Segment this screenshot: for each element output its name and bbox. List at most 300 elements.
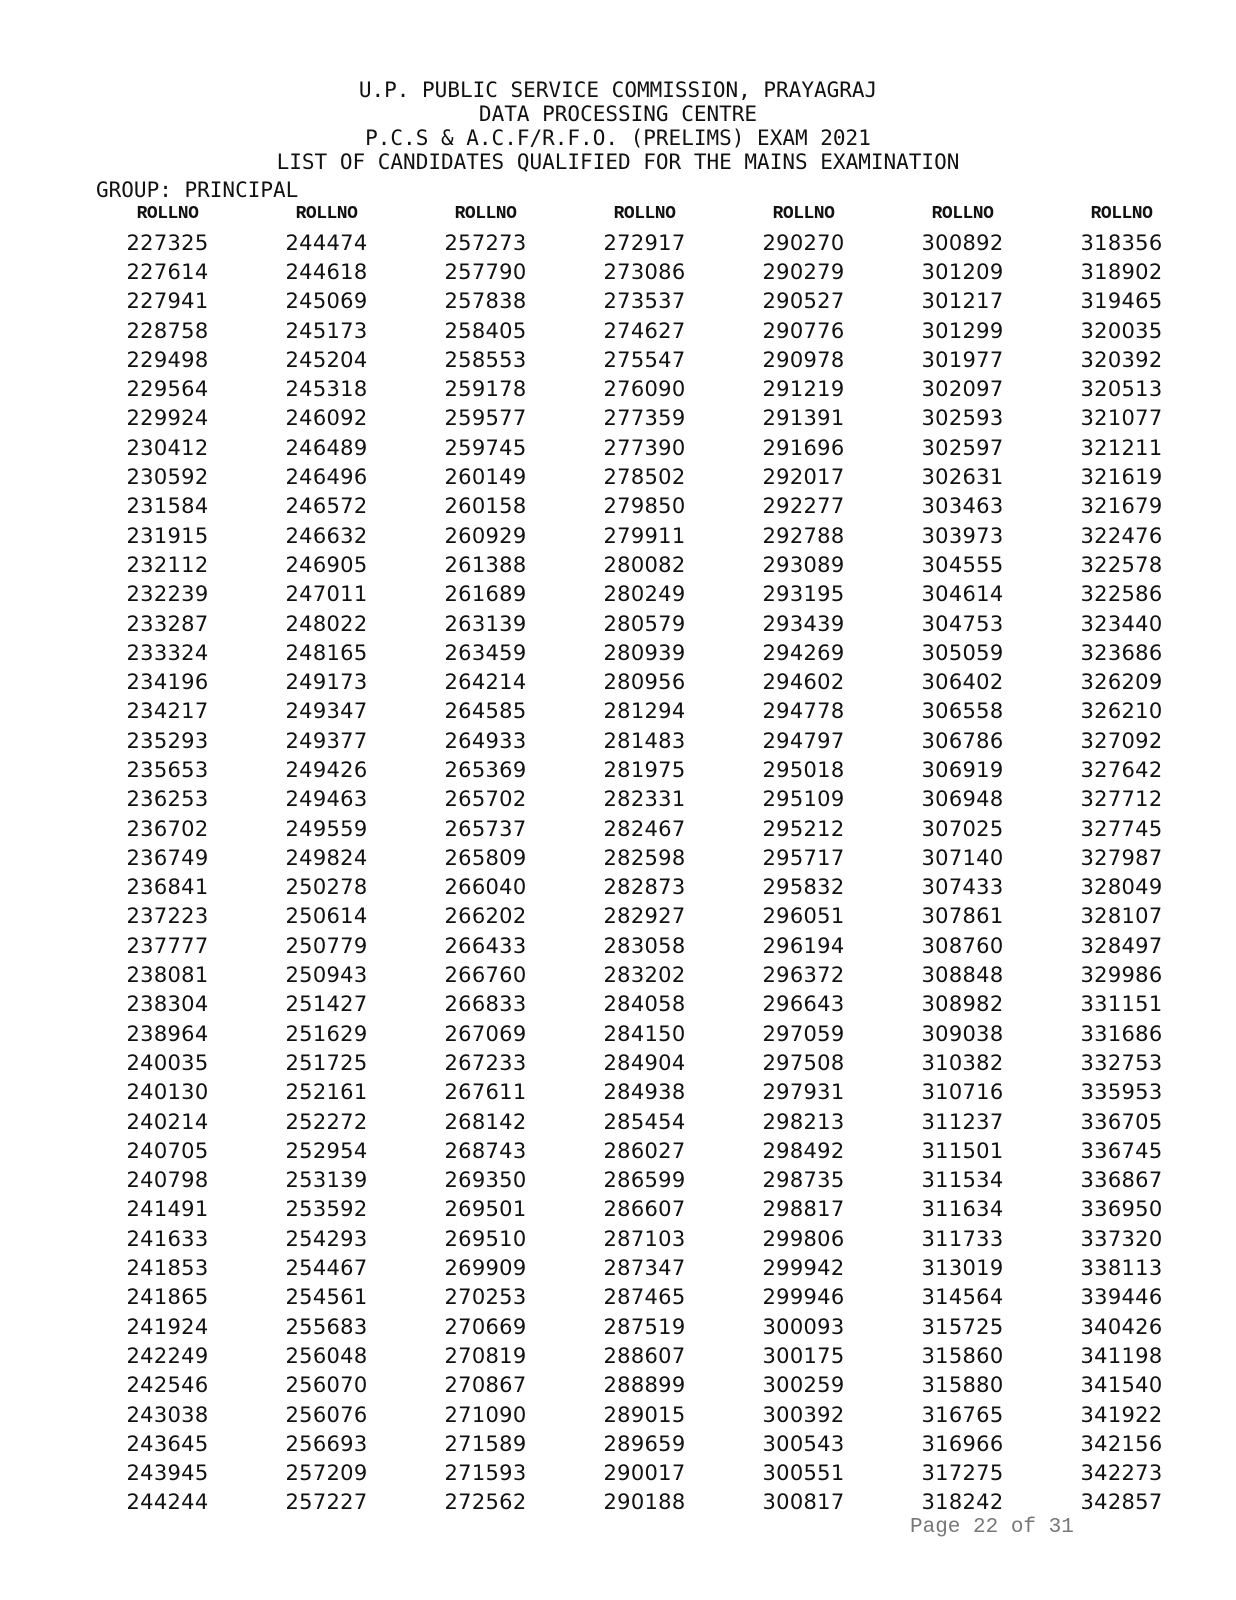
roll-number-cell: 269909 [444, 1256, 527, 1281]
roll-number-cell: 244244 [126, 1490, 209, 1515]
roll-number-cell: 237777 [126, 933, 209, 958]
roll-number-cell: 291696 [762, 435, 845, 460]
commission-title: U.P. PUBLIC SERVICE COMMISSION, PRAYAGRAJ [358, 78, 878, 102]
roll-number-cell: 307433 [921, 875, 1004, 900]
roll-number-cell: 245069 [285, 289, 368, 314]
roll-number-cell: 275547 [603, 347, 686, 372]
table-row [88, 1107, 1201, 1136]
roll-number-cell: 304753 [921, 611, 1004, 636]
table-row [88, 316, 1201, 345]
roll-number-cell: 281294 [603, 699, 686, 724]
roll-number-cell: 295018 [762, 757, 845, 782]
roll-number-cell: 305059 [921, 640, 1004, 665]
roll-number-cell: 301217 [921, 289, 1004, 314]
roll-number-cell: 282467 [603, 816, 686, 841]
roll-number-cell: 261388 [444, 552, 527, 577]
roll-number-cell: 234196 [126, 670, 209, 695]
roll-number-cell: 246905 [285, 552, 368, 577]
roll-number-table [88, 200, 1201, 1517]
roll-number-cell: 264214 [444, 670, 527, 695]
roll-number-cell: 304614 [921, 582, 1004, 607]
roll-number-cell: 259178 [444, 377, 527, 402]
roll-number-cell: 332753 [1080, 1050, 1163, 1075]
roll-number-cell: 322476 [1080, 523, 1163, 548]
roll-number-cell: 327712 [1080, 787, 1163, 812]
roll-number-cell: 236749 [126, 845, 209, 870]
roll-number-cell: 281483 [603, 728, 686, 753]
roll-number-cell: 256070 [285, 1373, 368, 1398]
table-row [88, 1019, 1201, 1048]
roll-number-cell: 282873 [603, 875, 686, 900]
roll-number-cell: 294797 [762, 728, 845, 753]
table-row [88, 1312, 1201, 1341]
roll-number-cell: 297508 [762, 1050, 845, 1075]
roll-number-cell: 277359 [603, 406, 686, 431]
roll-number-cell: 243645 [126, 1431, 209, 1456]
roll-number-cell: 249173 [285, 670, 368, 695]
roll-number-cell: 321619 [1080, 465, 1163, 490]
roll-number-cell: 290188 [603, 1490, 686, 1515]
roll-number-cell: 328497 [1080, 933, 1163, 958]
roll-number-cell: 289015 [603, 1402, 686, 1427]
roll-number-cell: 300093 [762, 1314, 845, 1339]
roll-number-cell: 232239 [126, 582, 209, 607]
roll-number-cell: 245318 [285, 377, 368, 402]
roll-number-cell: 247011 [285, 582, 368, 607]
roll-number-cell: 240705 [126, 1138, 209, 1163]
roll-number-cell: 240214 [126, 1109, 209, 1134]
roll-number-cell: 311733 [921, 1226, 1004, 1251]
roll-number-cell: 229564 [126, 377, 209, 402]
roll-number-cell: 294778 [762, 699, 845, 724]
roll-number-cell: 291219 [762, 377, 845, 402]
roll-number-cell: 264585 [444, 699, 527, 724]
roll-number-cell: 300175 [762, 1343, 845, 1368]
roll-number-cell: 299946 [762, 1285, 845, 1310]
roll-number-cell: 290776 [762, 318, 845, 343]
roll-number-cell: 270819 [444, 1343, 527, 1368]
table-row [88, 1253, 1201, 1282]
roll-number-cell: 254561 [285, 1285, 368, 1310]
roll-number-cell: 342857 [1080, 1490, 1163, 1515]
roll-number-cell: 281975 [603, 757, 686, 782]
roll-number-cell: 248165 [285, 640, 368, 665]
roll-number-cell: 294602 [762, 670, 845, 695]
roll-number-cell: 260149 [444, 465, 527, 490]
roll-number-cell: 323686 [1080, 640, 1163, 665]
roll-number-cell: 265737 [444, 816, 527, 841]
roll-number-cell: 337320 [1080, 1226, 1163, 1251]
roll-number-cell: 280082 [603, 552, 686, 577]
roll-number-cell: 240798 [126, 1168, 209, 1193]
roll-number-cell: 231584 [126, 494, 209, 519]
table-row [88, 843, 1201, 872]
roll-number-cell: 291391 [762, 406, 845, 431]
roll-number-cell: 292017 [762, 465, 845, 490]
roll-number-cell: 258553 [444, 347, 527, 372]
roll-number-cell: 230412 [126, 435, 209, 460]
roll-number-cell: 296643 [762, 992, 845, 1017]
column-header: ROLLNO [1090, 204, 1153, 224]
roll-number-cell: 308982 [921, 992, 1004, 1017]
roll-number-cell: 295212 [762, 816, 845, 841]
roll-number-cell: 252954 [285, 1138, 368, 1163]
roll-number-cell: 288899 [603, 1373, 686, 1398]
column-header: ROLLNO [136, 204, 199, 224]
roll-number-cell: 322586 [1080, 582, 1163, 607]
roll-number-cell: 245204 [285, 347, 368, 372]
roll-number-cell: 340426 [1080, 1314, 1163, 1339]
roll-number-cell: 266040 [444, 875, 527, 900]
roll-number-cell: 292277 [762, 494, 845, 519]
roll-number-cell: 260158 [444, 494, 527, 519]
roll-number-cell: 266833 [444, 992, 527, 1017]
roll-number-cell: 267233 [444, 1050, 527, 1075]
table-row [88, 433, 1201, 462]
roll-number-cell: 250278 [285, 875, 368, 900]
roll-number-cell: 279850 [603, 494, 686, 519]
roll-number-cell: 257790 [444, 259, 527, 284]
roll-number-cell: 303973 [921, 523, 1004, 548]
roll-number-cell: 269501 [444, 1197, 527, 1222]
roll-number-cell: 331686 [1080, 1021, 1163, 1046]
roll-number-cell: 320035 [1080, 318, 1163, 343]
roll-number-cell: 308848 [921, 963, 1004, 988]
roll-number-cell: 282598 [603, 845, 686, 870]
roll-number-cell: 256076 [285, 1402, 368, 1427]
roll-number-cell: 238964 [126, 1021, 209, 1046]
roll-number-cell: 272917 [603, 230, 686, 255]
roll-number-cell: 269350 [444, 1168, 527, 1193]
roll-number-cell: 341540 [1080, 1373, 1163, 1398]
roll-number-cell: 236841 [126, 875, 209, 900]
roll-number-cell: 253592 [285, 1197, 368, 1222]
roll-number-cell: 299942 [762, 1256, 845, 1281]
roll-number-cell: 238081 [126, 963, 209, 988]
table-row [88, 726, 1201, 755]
table-row [88, 1400, 1201, 1429]
roll-number-cell: 287103 [603, 1226, 686, 1251]
roll-number-cell: 249824 [285, 845, 368, 870]
roll-number-cell: 289659 [603, 1431, 686, 1456]
roll-number-cell: 271589 [444, 1431, 527, 1456]
roll-number-cell: 300892 [921, 230, 1004, 255]
roll-number-cell: 320392 [1080, 347, 1163, 372]
table-row [88, 1195, 1201, 1224]
table-row [88, 404, 1201, 433]
roll-number-cell: 260929 [444, 523, 527, 548]
roll-number-cell: 237223 [126, 904, 209, 929]
roll-number-cell: 295832 [762, 875, 845, 900]
roll-number-cell: 300259 [762, 1373, 845, 1398]
roll-number-cell: 273086 [603, 259, 686, 284]
table-row [88, 902, 1201, 931]
roll-number-cell: 251725 [285, 1050, 368, 1075]
roll-number-cell: 231915 [126, 523, 209, 548]
roll-number-cell: 240035 [126, 1050, 209, 1075]
column-header: ROLLNO [613, 204, 676, 224]
roll-number-cell: 236702 [126, 816, 209, 841]
table-row [88, 609, 1201, 638]
roll-number-cell: 243038 [126, 1402, 209, 1427]
roll-number-cell: 290279 [762, 259, 845, 284]
roll-number-cell: 306558 [921, 699, 1004, 724]
column-header: ROLLNO [295, 204, 358, 224]
roll-number-cell: 235653 [126, 757, 209, 782]
roll-number-cell: 252272 [285, 1109, 368, 1134]
roll-number-cell: 327987 [1080, 845, 1163, 870]
roll-number-cell: 304555 [921, 552, 1004, 577]
roll-number-cell: 257209 [285, 1461, 368, 1486]
roll-number-cell: 317275 [921, 1461, 1004, 1486]
roll-number-cell: 241491 [126, 1197, 209, 1222]
roll-number-cell: 264933 [444, 728, 527, 753]
roll-number-cell: 241924 [126, 1314, 209, 1339]
roll-number-cell: 331151 [1080, 992, 1163, 1017]
roll-number-cell: 282331 [603, 787, 686, 812]
roll-number-cell: 302631 [921, 465, 1004, 490]
roll-number-cell: 341922 [1080, 1402, 1163, 1427]
roll-number-cell: 270253 [444, 1285, 527, 1310]
roll-number-cell: 286027 [603, 1138, 686, 1163]
document-header [0, 78, 1236, 174]
roll-number-cell: 336950 [1080, 1197, 1163, 1222]
roll-number-cell: 315880 [921, 1373, 1004, 1398]
roll-number-cell: 280939 [603, 640, 686, 665]
roll-number-cell: 290527 [762, 289, 845, 314]
table-row [88, 521, 1201, 550]
page-number: Page 22 of 31 [910, 1516, 1074, 1539]
roll-number-cell: 268142 [444, 1109, 527, 1134]
roll-number-cell: 246092 [285, 406, 368, 431]
group-label: GROUP: PRINCIPAL [96, 178, 299, 202]
roll-number-cell: 283058 [603, 933, 686, 958]
roll-number-cell: 303463 [921, 494, 1004, 519]
roll-number-cell: 296194 [762, 933, 845, 958]
roll-number-cell: 246572 [285, 494, 368, 519]
table-header-row [88, 200, 1201, 228]
roll-number-cell: 326210 [1080, 699, 1163, 724]
roll-number-cell: 298817 [762, 1197, 845, 1222]
roll-number-cell: 300392 [762, 1402, 845, 1427]
roll-number-cell: 298492 [762, 1138, 845, 1163]
roll-number-cell: 309038 [921, 1021, 1004, 1046]
table-row [88, 1488, 1201, 1517]
roll-number-cell: 297931 [762, 1080, 845, 1105]
column-header: ROLLNO [931, 204, 994, 224]
roll-number-cell: 341198 [1080, 1343, 1163, 1368]
roll-number-cell: 298735 [762, 1168, 845, 1193]
table-row [88, 580, 1201, 609]
roll-number-cell: 270669 [444, 1314, 527, 1339]
roll-number-cell: 250614 [285, 904, 368, 929]
roll-number-cell: 252161 [285, 1080, 368, 1105]
roll-number-cell: 294269 [762, 640, 845, 665]
roll-number-cell: 230592 [126, 465, 209, 490]
roll-number-cell: 284904 [603, 1050, 686, 1075]
roll-number-cell: 248022 [285, 611, 368, 636]
roll-number-cell: 249377 [285, 728, 368, 753]
roll-number-cell: 267611 [444, 1080, 527, 1105]
roll-number-cell: 328107 [1080, 904, 1163, 929]
roll-number-cell: 229498 [126, 347, 209, 372]
roll-number-cell: 267069 [444, 1021, 527, 1046]
table-row [88, 1458, 1201, 1487]
roll-number-cell: 287347 [603, 1256, 686, 1281]
table-row [88, 1429, 1201, 1458]
roll-number-cell: 274627 [603, 318, 686, 343]
exam-title: P.C.S & A.C.F/R.F.O. (PRELIMS) EXAM 2021 [365, 126, 871, 150]
table-row [88, 550, 1201, 579]
roll-number-cell: 302597 [921, 435, 1004, 460]
roll-number-cell: 242546 [126, 1373, 209, 1398]
roll-number-cell: 284938 [603, 1080, 686, 1105]
roll-number-cell: 273537 [603, 289, 686, 314]
roll-number-cell: 302097 [921, 377, 1004, 402]
roll-number-cell: 311634 [921, 1197, 1004, 1222]
table-row [88, 462, 1201, 491]
roll-number-cell: 311501 [921, 1138, 1004, 1163]
roll-number-cell: 249347 [285, 699, 368, 724]
roll-number-cell: 321211 [1080, 435, 1163, 460]
roll-number-cell: 280249 [603, 582, 686, 607]
roll-number-cell: 227325 [126, 230, 209, 255]
roll-number-cell: 322578 [1080, 552, 1163, 577]
table-row [88, 960, 1201, 989]
roll-number-cell: 298213 [762, 1109, 845, 1134]
roll-number-cell: 263459 [444, 640, 527, 665]
roll-number-cell: 290978 [762, 347, 845, 372]
roll-number-cell: 336745 [1080, 1138, 1163, 1163]
roll-number-cell: 290017 [603, 1461, 686, 1486]
roll-number-cell: 270867 [444, 1373, 527, 1398]
roll-number-cell: 243945 [126, 1461, 209, 1486]
roll-number-cell: 233324 [126, 640, 209, 665]
roll-number-cell: 266760 [444, 963, 527, 988]
roll-number-cell: 228758 [126, 318, 209, 343]
roll-number-cell: 300817 [762, 1490, 845, 1515]
roll-number-cell: 286599 [603, 1168, 686, 1193]
roll-number-cell: 299806 [762, 1226, 845, 1251]
roll-number-cell: 284058 [603, 992, 686, 1017]
roll-number-cell: 280956 [603, 670, 686, 695]
roll-number-cell: 246496 [285, 465, 368, 490]
roll-number-cell: 320513 [1080, 377, 1163, 402]
roll-number-cell: 286607 [603, 1197, 686, 1222]
roll-number-cell: 301209 [921, 259, 1004, 284]
roll-number-cell: 287519 [603, 1314, 686, 1339]
roll-number-cell: 297059 [762, 1021, 845, 1046]
roll-number-cell: 269510 [444, 1226, 527, 1251]
roll-number-cell: 290270 [762, 230, 845, 255]
roll-number-cell: 315725 [921, 1314, 1004, 1339]
roll-number-cell: 306948 [921, 787, 1004, 812]
roll-number-cell: 277390 [603, 435, 686, 460]
roll-number-cell: 300543 [762, 1431, 845, 1456]
roll-number-cell: 276090 [603, 377, 686, 402]
roll-number-cell: 306786 [921, 728, 1004, 753]
roll-number-cell: 266433 [444, 933, 527, 958]
roll-number-cell: 258405 [444, 318, 527, 343]
roll-number-cell: 307861 [921, 904, 1004, 929]
roll-number-cell: 255683 [285, 1314, 368, 1339]
roll-number-cell: 295109 [762, 787, 845, 812]
roll-number-cell: 246489 [285, 435, 368, 460]
roll-number-cell: 280579 [603, 611, 686, 636]
roll-number-cell: 326209 [1080, 670, 1163, 695]
table-row [88, 1341, 1201, 1370]
table-row [88, 1224, 1201, 1253]
roll-number-cell: 293089 [762, 552, 845, 577]
roll-number-cell: 254293 [285, 1226, 368, 1251]
roll-number-cell: 235293 [126, 728, 209, 753]
roll-number-cell: 233287 [126, 611, 209, 636]
roll-number-cell: 265702 [444, 787, 527, 812]
roll-number-cell: 241865 [126, 1285, 209, 1310]
roll-number-cell: 244474 [285, 230, 368, 255]
roll-number-cell: 256048 [285, 1343, 368, 1368]
roll-number-cell: 292788 [762, 523, 845, 548]
roll-number-cell: 257273 [444, 230, 527, 255]
table-row [88, 697, 1201, 726]
roll-number-cell: 229924 [126, 406, 209, 431]
roll-number-cell: 338113 [1080, 1256, 1163, 1281]
roll-number-cell: 318356 [1080, 230, 1163, 255]
table-row [88, 228, 1201, 257]
table-row [88, 1283, 1201, 1312]
roll-number-cell: 227614 [126, 259, 209, 284]
roll-number-cell: 266202 [444, 904, 527, 929]
roll-number-cell: 335953 [1080, 1080, 1163, 1105]
roll-number-cell: 293195 [762, 582, 845, 607]
roll-number-cell: 268743 [444, 1138, 527, 1163]
roll-number-cell: 283202 [603, 963, 686, 988]
table-row [88, 1166, 1201, 1195]
roll-number-cell: 232112 [126, 552, 209, 577]
roll-number-cell: 253139 [285, 1168, 368, 1193]
table-row [88, 931, 1201, 960]
roll-number-cell: 342273 [1080, 1461, 1163, 1486]
roll-number-cell: 307025 [921, 816, 1004, 841]
roll-number-cell: 336867 [1080, 1168, 1163, 1193]
roll-number-cell: 236253 [126, 787, 209, 812]
roll-number-cell: 238304 [126, 992, 209, 1017]
column-header: ROLLNO [772, 204, 835, 224]
roll-number-cell: 259745 [444, 435, 527, 460]
roll-number-cell: 316966 [921, 1431, 1004, 1456]
roll-number-cell: 272562 [444, 1490, 527, 1515]
roll-number-cell: 296372 [762, 963, 845, 988]
roll-number-cell: 271090 [444, 1402, 527, 1427]
roll-number-cell: 311534 [921, 1168, 1004, 1193]
table-row [88, 667, 1201, 696]
roll-number-cell: 240130 [126, 1080, 209, 1105]
roll-number-cell: 249559 [285, 816, 368, 841]
roll-number-cell: 263139 [444, 611, 527, 636]
roll-number-cell: 256693 [285, 1431, 368, 1456]
list-title: LIST OF CANDIDATES QUALIFIED FOR THE MAINS EXAMINATION [276, 150, 960, 174]
roll-number-cell: 244618 [285, 259, 368, 284]
roll-number-cell: 278502 [603, 465, 686, 490]
roll-number-cell: 265369 [444, 757, 527, 782]
table-row [88, 1136, 1201, 1165]
roll-number-cell: 285454 [603, 1109, 686, 1134]
roll-number-cell: 321077 [1080, 406, 1163, 431]
roll-number-cell: 234217 [126, 699, 209, 724]
roll-number-cell: 250943 [285, 963, 368, 988]
roll-number-cell: 227941 [126, 289, 209, 314]
table-row [88, 1371, 1201, 1400]
